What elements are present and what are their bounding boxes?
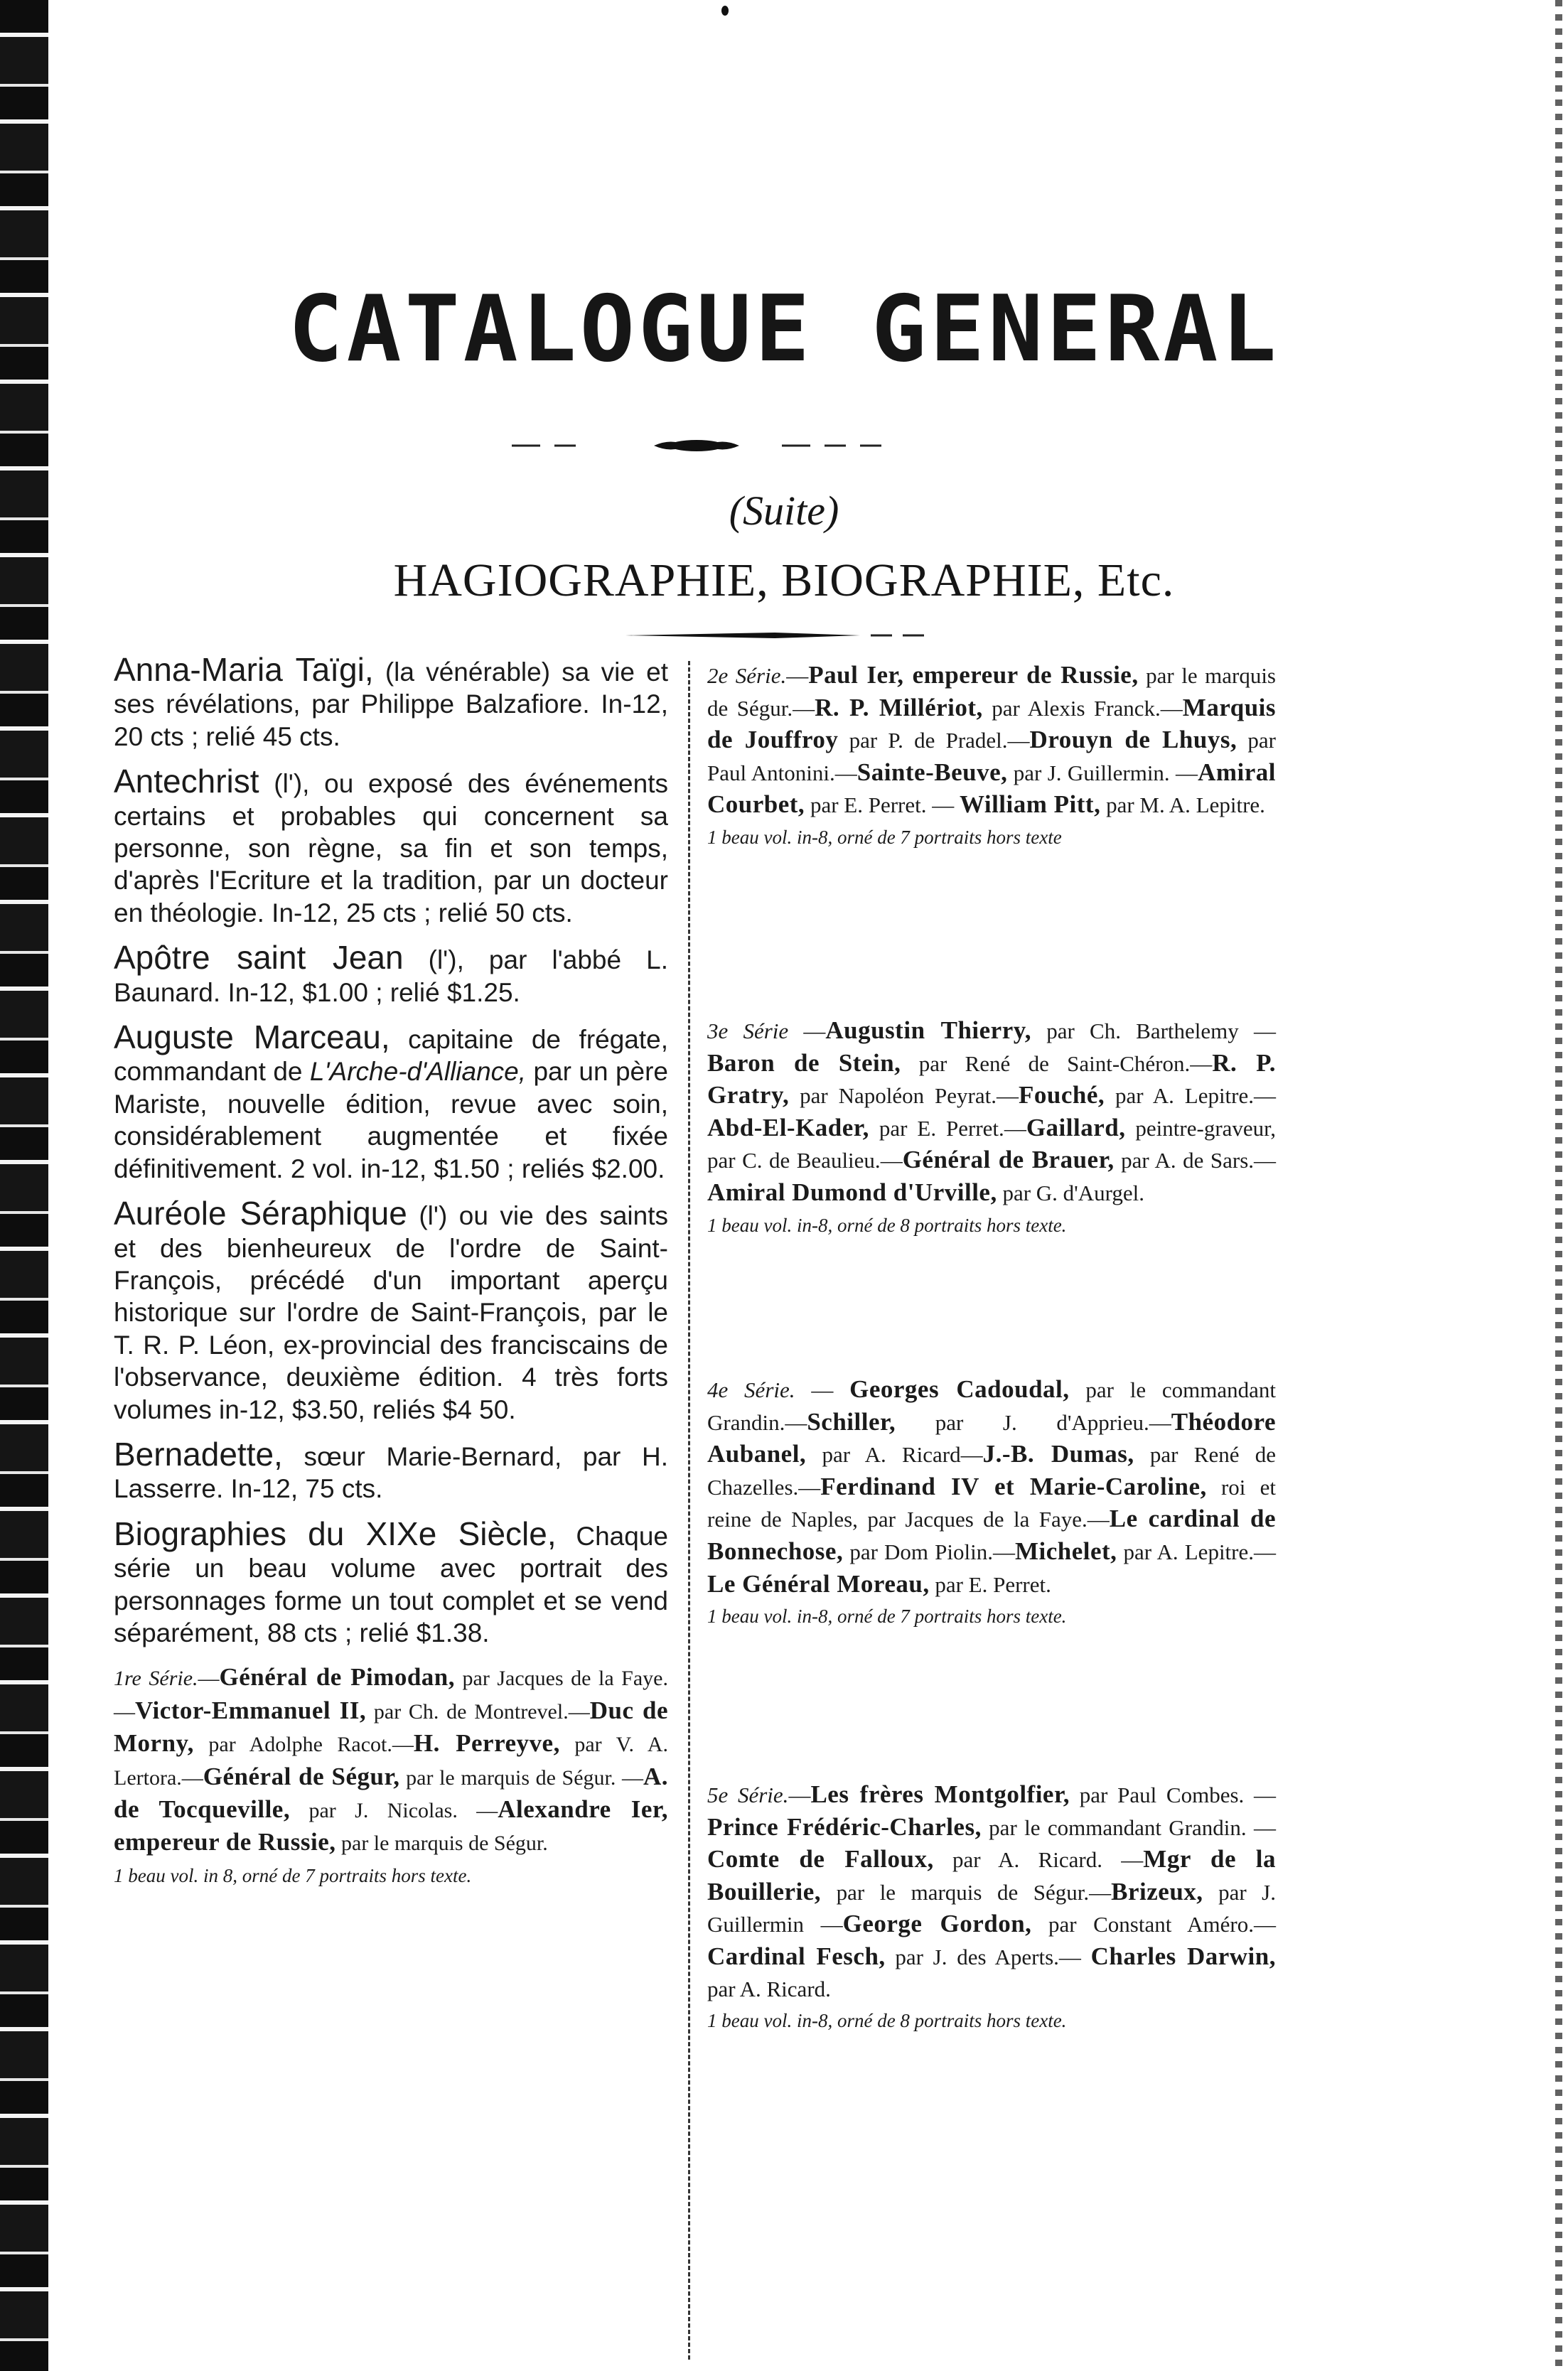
entry-bernadette: [114, 1435, 668, 1505]
series-volume-note: 1 beau vol. in-8, orné de 8 portraits hors texte.: [707, 1214, 1067, 1236]
portrait-author: peintre-graveur, par C. de Beaulieu.: [707, 1115, 1276, 1173]
entry-title: Antechrist: [114, 763, 259, 800]
portrait-name: Schiller,: [807, 1407, 896, 1436]
portrait-name: Théodore Aubanel,: [707, 1407, 1276, 1468]
portrait-author: par le commandant Grandin.: [707, 1377, 1276, 1435]
series-5-list: 5e Série.—Les frères Montgolfier, par Paul Combes. — Prince Frédéric-Charles, par le commandant Grandin. —Comte de Falloux, par A. Ricard. —Mgr de la Bouillerie, par le marquis de Ségur.—Brizeux, par J. Guillermin —George Gordon, par Constant Améro.—Cardinal Fesch, par J. des Aperts.— Charles Darwin, par A. Ricard.: [707, 1780, 1277, 2001]
portrait-name: Mgr de la Bouillerie,: [707, 1845, 1277, 1905]
portrait-name: George Gordon,: [842, 1910, 1032, 1938]
series-volume-note: 1 beau vol. in 8, orné de 7 portraits hors texte.: [114, 1864, 472, 1886]
portrait-name: Marquis de Jouffroy: [707, 693, 1277, 754]
section-heading: HAGIOGRAPHIE, BIOGRAPHIE, Etc.: [393, 554, 1175, 606]
portrait-author: par le marquis de Ségur.: [707, 663, 1276, 721]
portrait-author: par Dom Piolin.: [843, 1539, 993, 1564]
portrait-author: par J. Guillermin: [707, 1879, 1276, 1937]
entry-text: (l'), ou exposé des événements certains et probables qui concernent sa personne, son règne, sa fin et son temps, d'après l'Ecriture et la tradition, par un docteur en théologie. In-12, 25 cts ; relié 50 cts.: [114, 769, 668, 928]
series-label: 5e Série.: [707, 1783, 789, 1807]
entry-aureole-seraphique: [114, 1195, 668, 1426]
portrait-name: Augustin Thierry,: [825, 1016, 1032, 1044]
entry-title: Anna-Maria Taïgi,: [114, 651, 374, 688]
portrait-author: par le marquis de Ségur.: [335, 1832, 548, 1856]
portrait-name: Les frères Montgolfier,: [810, 1780, 1070, 1808]
portrait-author: par Constant Améro.: [1031, 1912, 1254, 1937]
entry-antechrist: [114, 765, 668, 929]
portrait-author: par A. Ricard: [806, 1442, 961, 1468]
ornament-divider: [512, 435, 881, 456]
portrait-name: Amiral Dumond d'Urville,: [707, 1178, 997, 1206]
portrait-author: par A. Ricard.: [707, 1976, 831, 2001]
entry-italic-title: L'Arche-d'Alliance,: [309, 1057, 527, 1087]
entry-text: (l') ou vie des saints et des bienheureux de l'ordre de Saint-François, précédé d'un important aperçu historique sur l'ordre de Saint-François, par le T. R. P. Léon, ex-provincial des franciscains de l'observance, deuxième édition. 4 très forts volumes in-12, $3.50, reliés $4 50.: [114, 1201, 668, 1424]
entry-title: Bernadette,: [114, 1435, 283, 1473]
series-label: 2e Série.: [707, 663, 787, 688]
column-divider: [688, 661, 690, 2360]
entry-title: Auréole Séraphique: [114, 1195, 407, 1232]
portrait-author: par René de Chazelles.: [707, 1442, 1276, 1500]
entry-anna-maria-taigi: [114, 651, 668, 753]
portrait-author: par V. A. Lertora.: [114, 1733, 668, 1790]
series-volume-note: 1 beau vol. in-8, orné de 7 portraits hors texte.: [707, 1606, 1067, 1628]
series-label: 4e Série.: [707, 1377, 795, 1402]
portrait-name: Victor-Emmanuel II,: [135, 1696, 367, 1724]
entry-biographies-xix: [114, 1515, 668, 1650]
portrait-name: Baron de Stein,: [707, 1048, 901, 1077]
heading-rule: [625, 631, 924, 640]
series-volume-note: 1 beau vol. in-8, orné de 7 portraits hors texte: [707, 826, 1062, 848]
ink-speck: [721, 6, 729, 16]
portrait-author: par J. Nicolas.: [290, 1799, 458, 1822]
series-2-list: 2e Série.—Paul Ier, empereur de Russie, par le marquis de Ségur.—R. P. Millériot, par Alexis Franck.—Marquis de Jouffroy par P. de Pradel.—Drouyn de Lhuys, par Paul Antonini.—Sainte-Beuve, par J. Guillermin. —Amiral Courbet, par E. Perret. — William Pitt, par M. A. Lepitre.: [707, 661, 1277, 819]
portrait-author: par J. des Aperts.: [885, 1944, 1059, 1969]
portrait-name: Brizeux,: [1111, 1877, 1203, 1905]
entry-text: capitaine de frégate, commandant de: [114, 1025, 669, 1087]
portrait-author: par Paul Antonini.: [707, 728, 1277, 785]
portrait-name: R. P. Millériot,: [815, 693, 983, 721]
portrait-name: William Pitt,: [959, 790, 1101, 819]
entry-text: (l'), par l'abbé L. Baunard. In-12, $1.00 ; relié $1.25.: [114, 945, 668, 1007]
portrait-name: Drouyn de Lhuys,: [1029, 726, 1237, 754]
portrait-name: Paul Ier, empereur de Russie,: [808, 661, 1139, 689]
portrait-name: H. Perreyve,: [413, 1729, 560, 1758]
entry-title: Apôtre saint Jean: [114, 939, 404, 977]
entry-text: sœur Marie-Bernard, par H. Lasserre. In-12, 75 cts.: [114, 1441, 668, 1504]
series-1-list: 1re Série.—Général de Pimodan, par Jacques de la Faye.—Victor-Emmanuel II, par Ch. de Montrevel.—Duc de Morny, par Adolphe Racot.—H. Perreyve, par V. A. Lertora.—Général de Ségur, par le marquis de Ségur. —A. de Tocqueville, par J. Nicolas. —Alexandre Ier, empereur de Russie, par le marquis de Ségur.: [114, 1663, 669, 1856]
portrait-name: A. de Tocqueville,: [114, 1762, 668, 1823]
portrait-name: Le Général Moreau,: [707, 1569, 930, 1598]
series-2: [707, 660, 1276, 854]
portrait-author: par Jacques de la Faye.: [455, 1667, 668, 1691]
portrait-name: Général de Pimodan,: [219, 1663, 456, 1692]
portrait-author: par J. d'Apprieu.: [896, 1409, 1149, 1435]
series-3-list: 3e Série —Augustin Thierry, par Ch. Barthelemy —Baron de Stein, par René de Saint-Chéron.—R. P. Gratry, par Napoléon Peyrat.—Fouché, par A. Lepitre.—Abd-El-Kader, par E. Perret.—Gaillard, peintre-graveur, par C. de Beaulieu.—Général de Brauer, par A. de Sars.—Amiral Dumond d'Urville, par G. d'Aurgel.: [707, 1016, 1277, 1206]
portrait-name: Abd-El-Kader,: [707, 1113, 869, 1141]
portrait-author: par A. de Sars.: [1114, 1148, 1255, 1173]
suite-subtitle: (Suite): [729, 488, 839, 534]
entry-apotre-saint-jean: [114, 939, 668, 1009]
portrait-author: par le commandant Grandin.: [981, 1814, 1247, 1840]
portrait-author: par le marquis de Ségur.: [399, 1765, 616, 1790]
portrait-author: par Alexis Franck.: [982, 695, 1161, 721]
entry-text: par un père Mariste, nouvelle édition, revue avec soin, considérablement augmentée et fixée définitivement. 2 vol. in-12, $1.50 ; reliés $2.00.: [114, 1057, 668, 1183]
series-volume-note: 1 beau vol. in-8, orné de 8 portraits hors texte.: [707, 2010, 1067, 2032]
portrait-author: par P. de Pradel.: [838, 728, 1008, 753]
portrait-name: Ferdinand IV et Marie-Caroline,: [820, 1472, 1207, 1500]
portrait-name: Charles Darwin,: [1090, 1942, 1276, 1970]
portrait-name: Gaillard,: [1026, 1113, 1126, 1141]
series-label: 1re Série.: [114, 1667, 198, 1691]
portrait-name: Cardinal Fesch,: [707, 1942, 886, 1970]
series-4-list: 4e Série. — Georges Cadoudal, par le commandant Grandin.—Schiller, par J. d'Apprieu.—Théodore Aubanel, par A. Ricard—J.-B. Dumas, par René de Chazelles.—Ferdinand IV et Marie-Caroline, roi et reine de Naples, par Jacques de la Faye.—Le cardinal de Bonnechose, par Dom Piolin.—Michelet, par A. Lepitre.—Le Général Moreau, par E. Perret.: [707, 1375, 1276, 1598]
portrait-name: Général de Ségur,: [203, 1762, 400, 1790]
portrait-author: par E. Perret.: [869, 1115, 1004, 1141]
catalogue-title: CATALOGUE GENERAL: [288, 276, 1280, 382]
portrait-name: R. P. Gratry,: [707, 1048, 1276, 1109]
portrait-name: Georges Cadoudal,: [849, 1375, 1070, 1403]
series-4: [707, 1374, 1276, 1633]
portrait-author: par E. Perret.: [929, 1571, 1051, 1597]
portrait-author: par Ch. Barthelemy: [1031, 1018, 1239, 1043]
portrait-name: Amiral Courbet,: [707, 758, 1276, 819]
portrait-name: Comte de Falloux,: [707, 1845, 934, 1873]
portrait-author: roi et reine de Naples, par Jacques de la Faye.: [707, 1474, 1276, 1532]
portrait-author: par Adolphe Racot.: [193, 1733, 392, 1757]
entry-title: Auguste Marceau,: [114, 1018, 390, 1056]
portrait-author: par Napoléon Peyrat.: [789, 1083, 997, 1109]
portrait-author: par A. Ricard.: [933, 1847, 1102, 1873]
left-column: [114, 651, 669, 1891]
portrait-name: Alexandre Ier, empereur de Russie,: [114, 1795, 669, 1856]
portrait-name: Général de Brauer,: [902, 1146, 1115, 1174]
series-1: [114, 1662, 668, 1891]
entry-text: (la vénérable) sa vie et ses révélations, par Philippe Balzafiore. In-12, 20 cts ; relié 45 cts.: [114, 657, 668, 751]
portrait-name: Duc de Morny,: [114, 1696, 668, 1758]
portrait-author: par E. Perret.: [805, 792, 927, 818]
series-label: 3e Série: [707, 1018, 789, 1043]
portrait-author: par Ch. de Montrevel.: [366, 1699, 569, 1724]
portrait-name: Fouché,: [1018, 1081, 1105, 1109]
portrait-author: par J. Guillermin.: [1007, 760, 1170, 785]
portrait-author: par René de Saint-Chéron.: [901, 1050, 1191, 1076]
portrait-author: par A. Lepitre.: [1105, 1083, 1255, 1109]
series-5: [707, 1779, 1276, 2037]
entry-auguste-marceau: [114, 1018, 669, 1185]
portrait-author: par Paul Combes.: [1070, 1783, 1245, 1807]
portrait-author: par le marquis de Ségur.: [821, 1879, 1090, 1905]
portrait-author: par G. d'Aurgel.: [997, 1180, 1145, 1205]
portrait-author: par M. A. Lepitre.: [1100, 792, 1265, 818]
portrait-name: Le cardinal de Bonnechose,: [707, 1505, 1276, 1565]
entry-title: Biographies du XIXe Siècle,: [114, 1515, 557, 1552]
portrait-name: Michelet,: [1014, 1537, 1117, 1565]
portrait-name: Sainte-Beuve,: [857, 758, 1008, 786]
portrait-name: J.-B. Dumas,: [982, 1440, 1134, 1468]
portrait-name: Prince Frédéric-Charles,: [707, 1812, 982, 1841]
entry-text: Chaque série un beau volume avec portrait des personnages forme un tout complet et se vend séparément, 88 cts ; relié $1.38.: [114, 1521, 668, 1647]
portrait-author: par A. Lepitre.: [1117, 1539, 1254, 1564]
series-3: [707, 1015, 1276, 1241]
